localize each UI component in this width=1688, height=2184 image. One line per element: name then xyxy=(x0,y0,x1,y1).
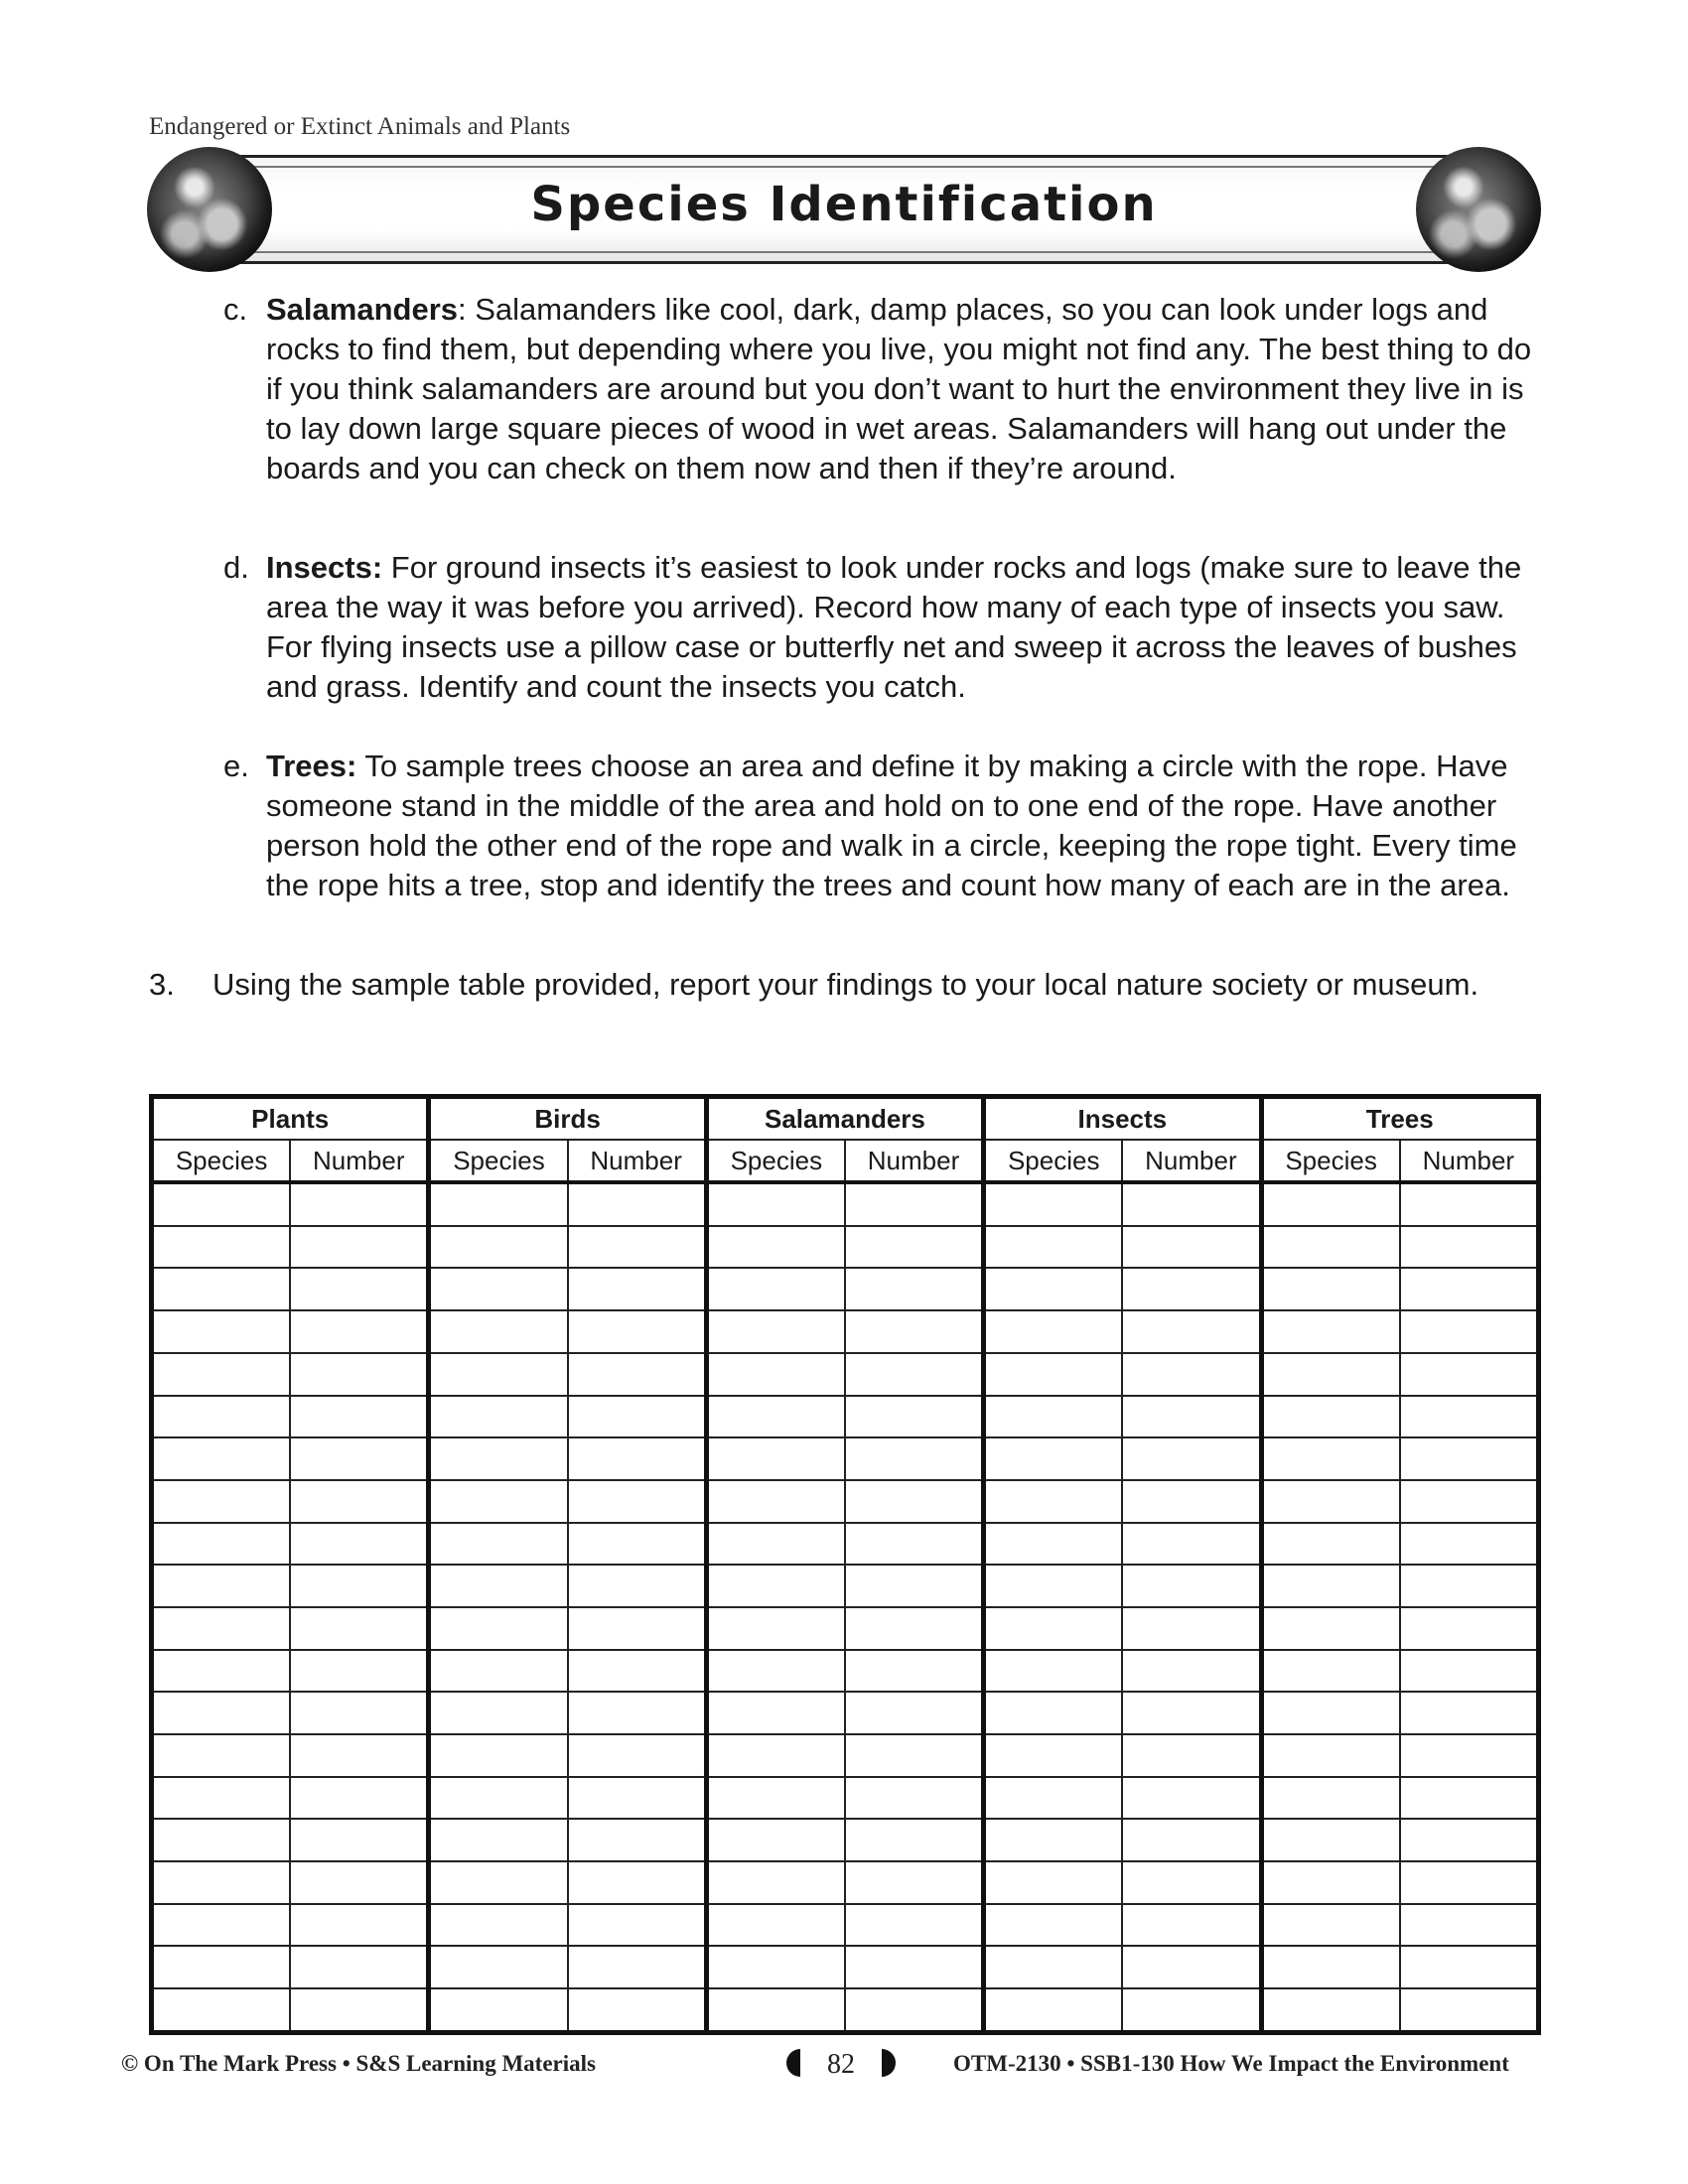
number-cell[interactable] xyxy=(845,1607,984,1650)
title-banner xyxy=(147,147,1541,272)
species-cell[interactable] xyxy=(152,1904,291,1947)
number-cell[interactable] xyxy=(1400,1182,1539,1226)
table-row xyxy=(152,1396,1539,1438)
number-cell[interactable] xyxy=(568,1182,707,1226)
number-cell[interactable] xyxy=(845,1310,984,1353)
species-cell[interactable] xyxy=(1261,1268,1400,1310)
species-cell[interactable] xyxy=(1261,1650,1400,1693)
number-cell[interactable] xyxy=(290,1777,429,1820)
item-marker: c. xyxy=(223,292,248,327)
number-cell[interactable] xyxy=(1400,1353,1539,1396)
number-cell[interactable] xyxy=(1400,1437,1539,1480)
number-cell[interactable] xyxy=(1122,1734,1261,1777)
number-cell[interactable] xyxy=(568,1268,707,1310)
species-cell[interactable] xyxy=(1261,1182,1400,1226)
number-cell[interactable] xyxy=(290,1861,429,1904)
number-cell[interactable] xyxy=(1400,1268,1539,1310)
table-row xyxy=(152,1904,1539,1947)
step-number: 3. xyxy=(149,967,175,1002)
species-cell[interactable] xyxy=(706,1650,845,1693)
number-cell[interactable] xyxy=(568,1523,707,1566)
table-subheader-row xyxy=(152,1140,1539,1182)
number-cell[interactable] xyxy=(290,1988,429,2032)
number-cell[interactable] xyxy=(290,1692,429,1734)
species-cell[interactable] xyxy=(152,1650,291,1693)
species-cell[interactable] xyxy=(429,1819,568,1861)
item-text xyxy=(266,548,1539,707)
species-cell[interactable] xyxy=(152,1861,291,1904)
species-cell[interactable] xyxy=(152,1268,291,1310)
species-cell[interactable] xyxy=(152,1226,291,1269)
species-cell[interactable] xyxy=(429,1437,568,1480)
number-cell[interactable] xyxy=(290,1310,429,1353)
species-cell[interactable] xyxy=(984,1182,1123,1226)
species-cell[interactable] xyxy=(706,1565,845,1607)
number-cell[interactable] xyxy=(290,1819,429,1861)
left-half-disc-icon xyxy=(786,2049,800,2077)
number-cell[interactable] xyxy=(1400,1607,1539,1650)
number-cell[interactable] xyxy=(568,1226,707,1269)
running-head: Endangered or Extinct Animals and Plants xyxy=(149,113,571,140)
number-cell[interactable] xyxy=(1400,1777,1539,1820)
species-cell[interactable] xyxy=(152,1819,291,1861)
species-cell[interactable] xyxy=(429,1777,568,1820)
species-cell[interactable] xyxy=(984,1396,1123,1438)
group-header-plants: Plants xyxy=(152,1097,429,1141)
table-row xyxy=(152,1182,1539,1226)
number-cell[interactable] xyxy=(1122,1650,1261,1693)
subheader-species: Species xyxy=(984,1140,1123,1182)
number-cell[interactable] xyxy=(290,1946,429,1988)
species-cell[interactable] xyxy=(429,1480,568,1523)
species-cell[interactable] xyxy=(706,1904,845,1947)
item-label: Salamanders xyxy=(266,292,458,327)
number-cell[interactable] xyxy=(845,1819,984,1861)
number-cell[interactable] xyxy=(845,1182,984,1226)
species-cell[interactable] xyxy=(429,1861,568,1904)
group-header-trees: Trees xyxy=(1261,1097,1539,1141)
number-cell[interactable] xyxy=(1400,1396,1539,1438)
number-cell[interactable] xyxy=(1400,1565,1539,1607)
number-cell[interactable] xyxy=(845,1861,984,1904)
group-header-insects: Insects xyxy=(984,1097,1261,1141)
number-cell[interactable] xyxy=(290,1565,429,1607)
species-cell[interactable] xyxy=(152,1777,291,1820)
number-cell[interactable] xyxy=(290,1523,429,1566)
number-cell[interactable] xyxy=(1400,1310,1539,1353)
number-cell[interactable] xyxy=(845,1777,984,1820)
number-cell[interactable] xyxy=(568,1437,707,1480)
species-cell[interactable] xyxy=(152,1310,291,1353)
number-cell[interactable] xyxy=(568,1353,707,1396)
number-cell[interactable] xyxy=(845,1650,984,1693)
number-cell[interactable] xyxy=(1400,1904,1539,1947)
species-cell[interactable] xyxy=(984,1437,1123,1480)
number-cell[interactable] xyxy=(568,1396,707,1438)
number-cell[interactable] xyxy=(1400,1226,1539,1269)
table-body xyxy=(152,1182,1539,2033)
species-cell[interactable] xyxy=(984,1310,1123,1353)
number-cell[interactable] xyxy=(568,1692,707,1734)
species-cell[interactable] xyxy=(984,1946,1123,1988)
number-cell[interactable] xyxy=(845,1692,984,1734)
item-label: Insects: xyxy=(266,550,383,585)
footer-book-info: OTM-2130 • SSB1-130 How We Impact the Environment xyxy=(953,2051,1509,2076)
table-row xyxy=(152,1268,1539,1310)
species-cell[interactable] xyxy=(1261,1692,1400,1734)
number-cell[interactable] xyxy=(1122,1226,1261,1269)
number-cell[interactable] xyxy=(1122,1607,1261,1650)
subheader-species: Species xyxy=(706,1140,845,1182)
species-cell[interactable] xyxy=(1261,1988,1400,2032)
footer-copyright: © On The Mark Press • S&S Learning Materials xyxy=(121,2051,596,2076)
number-cell[interactable] xyxy=(290,1480,429,1523)
number-cell[interactable] xyxy=(568,1480,707,1523)
species-cell[interactable] xyxy=(1261,1226,1400,1269)
number-cell[interactable] xyxy=(1400,1734,1539,1777)
number-cell[interactable] xyxy=(290,1396,429,1438)
species-cell[interactable] xyxy=(706,1353,845,1396)
number-cell[interactable] xyxy=(1122,1353,1261,1396)
species-cell[interactable] xyxy=(152,1353,291,1396)
number-cell[interactable] xyxy=(1400,1523,1539,1566)
table-row xyxy=(152,1650,1539,1693)
number-cell[interactable] xyxy=(1122,1819,1261,1861)
species-cell[interactable] xyxy=(1261,1396,1400,1438)
table-row xyxy=(152,1777,1539,1820)
number-cell[interactable] xyxy=(290,1650,429,1693)
number-cell[interactable] xyxy=(845,1226,984,1269)
species-cell[interactable] xyxy=(706,1310,845,1353)
species-cell[interactable] xyxy=(152,1946,291,1988)
species-cell[interactable] xyxy=(429,1946,568,1988)
species-cell[interactable] xyxy=(984,1353,1123,1396)
page-title: Species Identification xyxy=(530,177,1158,232)
item-body: : Salamanders like cool, dark, damp places, so you can look under logs and rocks to find them, but depending where you live, you might not find any. The best thing to do if you think salamanders are around but you don’t want to hurt the environment they live in is to lay down large square pieces of wood in wet areas. Salamanders will hang out under the boards and you can check on them now and then if they’re around. xyxy=(266,292,1532,485)
table-row xyxy=(152,1226,1539,1269)
subheader-species: Species xyxy=(152,1140,291,1182)
table-group-header-row xyxy=(152,1097,1539,1141)
species-cell[interactable] xyxy=(152,1523,291,1566)
subheader-species: Species xyxy=(1261,1140,1400,1182)
number-cell[interactable] xyxy=(290,1268,429,1310)
species-cell[interactable] xyxy=(984,1861,1123,1904)
species-cell[interactable] xyxy=(152,1565,291,1607)
number-cell[interactable] xyxy=(1122,1904,1261,1947)
species-cell[interactable] xyxy=(984,1607,1123,1650)
species-cell[interactable] xyxy=(1261,1353,1400,1396)
species-cell[interactable] xyxy=(706,1480,845,1523)
group-header-birds: Birds xyxy=(429,1097,706,1141)
species-cell[interactable] xyxy=(984,1268,1123,1310)
table-row xyxy=(152,1353,1539,1396)
number-cell[interactable] xyxy=(290,1734,429,1777)
species-cell[interactable] xyxy=(984,1819,1123,1861)
number-cell[interactable] xyxy=(568,1819,707,1861)
page-number-badge xyxy=(786,2045,896,2081)
number-cell[interactable] xyxy=(568,1565,707,1607)
table-row xyxy=(152,1946,1539,1988)
number-cell[interactable] xyxy=(568,1734,707,1777)
species-cell[interactable] xyxy=(706,1523,845,1566)
number-cell[interactable] xyxy=(845,1396,984,1438)
number-cell[interactable] xyxy=(845,1565,984,1607)
number-cell[interactable] xyxy=(290,1904,429,1947)
species-cell[interactable] xyxy=(1261,1734,1400,1777)
page-number: 82 xyxy=(827,2049,855,2080)
species-cell[interactable] xyxy=(706,1734,845,1777)
species-cell[interactable] xyxy=(152,1480,291,1523)
table-row xyxy=(152,1437,1539,1480)
species-cell[interactable] xyxy=(429,1988,568,2032)
species-cell[interactable] xyxy=(706,1988,845,2032)
number-cell[interactable] xyxy=(1400,1650,1539,1693)
species-cell[interactable] xyxy=(706,1861,845,1904)
species-cell[interactable] xyxy=(984,1904,1123,1947)
table-row xyxy=(152,1819,1539,1861)
number-cell[interactable] xyxy=(568,1946,707,1988)
table-row xyxy=(152,1734,1539,1777)
species-cell[interactable] xyxy=(429,1607,568,1650)
species-cell[interactable] xyxy=(152,1692,291,1734)
species-cell[interactable] xyxy=(706,1692,845,1734)
species-cell[interactable] xyxy=(1261,1607,1400,1650)
group-header-salamanders: Salamanders xyxy=(706,1097,983,1141)
number-cell[interactable] xyxy=(1400,1988,1539,2032)
subheader-number: Number xyxy=(568,1140,707,1182)
species-cell[interactable] xyxy=(429,1650,568,1693)
number-cell[interactable] xyxy=(845,1946,984,1988)
species-cell[interactable] xyxy=(984,1988,1123,2032)
species-cell[interactable] xyxy=(152,1734,291,1777)
species-cell[interactable] xyxy=(1261,1861,1400,1904)
species-cell[interactable] xyxy=(1261,1819,1400,1861)
species-cell[interactable] xyxy=(1261,1523,1400,1566)
number-cell[interactable] xyxy=(1400,1480,1539,1523)
findings-table xyxy=(149,1094,1541,2035)
species-cell[interactable] xyxy=(984,1226,1123,1269)
species-cell[interactable] xyxy=(706,1268,845,1310)
species-cell[interactable] xyxy=(706,1946,845,1988)
item-marker: d. xyxy=(223,550,249,585)
table-row xyxy=(152,1565,1539,1607)
number-cell[interactable] xyxy=(845,1734,984,1777)
number-cell[interactable] xyxy=(1122,1437,1261,1480)
number-cell[interactable] xyxy=(845,1904,984,1947)
species-cell[interactable] xyxy=(1261,1565,1400,1607)
species-cell[interactable] xyxy=(984,1650,1123,1693)
step-text: Using the sample table provided, report your findings to your local nature society or museum. xyxy=(212,967,1479,1002)
item-body: For ground insects it’s easiest to look under rocks and logs (make sure to leave the area the way it was before you arrived). Record how many of each type of insects you saw. For flying insects use a pillow case or butterfly net and sweep it across the leaves of bushes and grass. Identify and count the insects you catch. xyxy=(266,550,1522,704)
species-cell[interactable] xyxy=(706,1396,845,1438)
item-body: To sample trees choose an area and define it by making a circle with the rope. Have someone stand in the middle of the area and hold on to one end of the rope. Have another person hold the other end of the rope and walk in a circle, keeping the rope tight. Every time the rope hits a tree, stop and identify the trees and count how many of each are in the area. xyxy=(266,749,1517,902)
number-cell[interactable] xyxy=(1122,1182,1261,1226)
species-cell[interactable] xyxy=(1261,1480,1400,1523)
table-row xyxy=(152,1988,1539,2032)
subheader-number: Number xyxy=(1122,1140,1261,1182)
number-cell[interactable] xyxy=(1122,1565,1261,1607)
number-cell[interactable] xyxy=(568,1861,707,1904)
number-cell[interactable] xyxy=(1122,1396,1261,1438)
species-cell[interactable] xyxy=(429,1565,568,1607)
number-cell[interactable] xyxy=(568,1607,707,1650)
species-cell[interactable] xyxy=(706,1226,845,1269)
species-cell[interactable] xyxy=(429,1182,568,1226)
number-cell[interactable] xyxy=(1122,1480,1261,1523)
number-cell[interactable] xyxy=(1400,1692,1539,1734)
species-cell[interactable] xyxy=(429,1523,568,1566)
table-row xyxy=(152,1861,1539,1904)
number-cell[interactable] xyxy=(290,1437,429,1480)
number-cell[interactable] xyxy=(1122,1310,1261,1353)
species-cell[interactable] xyxy=(429,1310,568,1353)
number-cell[interactable] xyxy=(1122,1861,1261,1904)
number-cell[interactable] xyxy=(568,1777,707,1820)
number-cell[interactable] xyxy=(845,1988,984,2032)
number-cell[interactable] xyxy=(290,1182,429,1226)
species-cell[interactable] xyxy=(1261,1946,1400,1988)
species-cell[interactable] xyxy=(429,1268,568,1310)
number-cell[interactable] xyxy=(1122,1946,1261,1988)
species-cell[interactable] xyxy=(984,1565,1123,1607)
item-label: Trees: xyxy=(266,749,357,783)
species-cell[interactable] xyxy=(1261,1437,1400,1480)
number-cell[interactable] xyxy=(1122,1988,1261,2032)
number-cell[interactable] xyxy=(845,1480,984,1523)
number-cell[interactable] xyxy=(290,1226,429,1269)
table-row xyxy=(152,1692,1539,1734)
number-cell[interactable] xyxy=(845,1353,984,1396)
item-text xyxy=(266,747,1539,905)
species-cell[interactable] xyxy=(984,1692,1123,1734)
species-cell[interactable] xyxy=(984,1480,1123,1523)
number-cell[interactable] xyxy=(290,1607,429,1650)
item-marker: e. xyxy=(223,749,249,783)
number-cell[interactable] xyxy=(845,1268,984,1310)
number-cell[interactable] xyxy=(845,1437,984,1480)
number-cell[interactable] xyxy=(1122,1268,1261,1310)
table-row xyxy=(152,1523,1539,1566)
species-cell[interactable] xyxy=(429,1692,568,1734)
species-cell[interactable] xyxy=(706,1437,845,1480)
number-cell[interactable] xyxy=(568,1904,707,1947)
number-cell[interactable] xyxy=(568,1988,707,2032)
number-cell[interactable] xyxy=(1400,1819,1539,1861)
right-half-disc-icon xyxy=(882,2049,896,2077)
table-row xyxy=(152,1480,1539,1523)
species-cell[interactable] xyxy=(152,1988,291,2032)
number-cell[interactable] xyxy=(845,1523,984,1566)
species-cell[interactable] xyxy=(706,1777,845,1820)
species-cell[interactable] xyxy=(429,1904,568,1947)
number-cell[interactable] xyxy=(568,1650,707,1693)
species-cell[interactable] xyxy=(984,1523,1123,1566)
subheader-number: Number xyxy=(290,1140,429,1182)
species-cell[interactable] xyxy=(429,1734,568,1777)
species-cell[interactable] xyxy=(984,1734,1123,1777)
table-row xyxy=(152,1607,1539,1650)
species-cell[interactable] xyxy=(429,1353,568,1396)
species-cell[interactable] xyxy=(706,1819,845,1861)
species-cell[interactable] xyxy=(706,1182,845,1226)
number-cell[interactable] xyxy=(1400,1946,1539,1988)
subheader-species: Species xyxy=(429,1140,568,1182)
number-cell[interactable] xyxy=(1400,1861,1539,1904)
species-cell[interactable] xyxy=(984,1777,1123,1820)
species-cell[interactable] xyxy=(152,1182,291,1226)
subheader-number: Number xyxy=(845,1140,984,1182)
species-cell[interactable] xyxy=(152,1437,291,1480)
number-cell[interactable] xyxy=(1122,1692,1261,1734)
species-cell[interactable] xyxy=(706,1607,845,1650)
item-text xyxy=(266,290,1539,488)
subheader-number: Number xyxy=(1400,1140,1539,1182)
number-cell[interactable] xyxy=(290,1353,429,1396)
species-cell[interactable] xyxy=(1261,1777,1400,1820)
number-cell[interactable] xyxy=(568,1310,707,1353)
species-cell[interactable] xyxy=(1261,1904,1400,1947)
number-cell[interactable] xyxy=(1122,1777,1261,1820)
table-row xyxy=(152,1310,1539,1353)
species-cell[interactable] xyxy=(152,1396,291,1438)
species-cell[interactable] xyxy=(1261,1310,1400,1353)
species-cell[interactable] xyxy=(429,1226,568,1269)
number-cell[interactable] xyxy=(1122,1523,1261,1566)
species-cell[interactable] xyxy=(429,1396,568,1438)
species-cell[interactable] xyxy=(152,1607,291,1650)
